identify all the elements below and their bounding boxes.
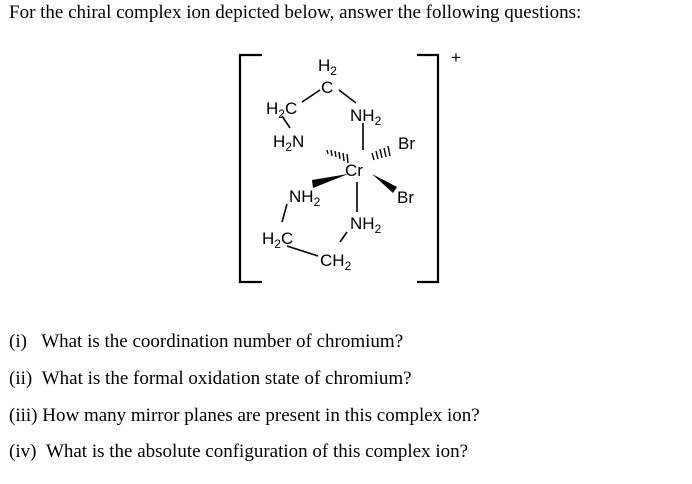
wedge-cr-nh2-left bbox=[312, 174, 348, 188]
question-text: How many mirror planes are present in this complex ion? bbox=[42, 405, 480, 426]
bond-ch2-nh2 bbox=[340, 232, 347, 242]
question-label: (iii) bbox=[9, 405, 38, 426]
question-label: (ii) bbox=[9, 368, 33, 389]
atom-h2n: $H_2N$ bbox=[273, 132, 305, 154]
question-item bbox=[9, 441, 468, 463]
question-text: What is the absolute configuration of this complex ion? bbox=[45, 441, 469, 462]
atom-cr: Cr bbox=[345, 161, 363, 180]
wedge-cr-br-lower bbox=[372, 174, 397, 193]
question-item bbox=[9, 405, 480, 427]
atom-nh2-lower: $NH_2$ bbox=[350, 214, 382, 236]
question-label: (iv) bbox=[9, 441, 37, 462]
bond-ctop-h2c bbox=[302, 90, 320, 102]
atom-ctop: C bbox=[321, 78, 334, 97]
atom-nh2-left: $NH_2$ bbox=[289, 187, 321, 209]
bond-nh2-h2c bbox=[282, 204, 287, 222]
question-label: (i) bbox=[9, 331, 27, 352]
atom-ch2-bottom: $CH_2$ bbox=[320, 251, 352, 273]
atom-ctop-h: $H_2$ bbox=[318, 56, 337, 78]
atom-br-upper: Br bbox=[398, 134, 415, 153]
question-text: What is the coordination number of chromium? bbox=[41, 331, 404, 352]
atom-h2c-lower: $H_2C$ bbox=[262, 229, 294, 251]
question-item bbox=[9, 368, 412, 390]
right-bracket bbox=[417, 55, 438, 282]
atom-h2c-upper: $H_2C$ bbox=[266, 99, 298, 121]
charge-label: + bbox=[451, 48, 461, 67]
bond-ctop-nh2 bbox=[339, 90, 356, 103]
question-text: What is the formal oxidation state of chromium? bbox=[41, 368, 412, 389]
atom-nh2-upper: $NH_2$ bbox=[350, 106, 382, 128]
intro-text: For the chiral complex ion depicted below, answer the following questions: bbox=[9, 2, 582, 23]
atom-br-lower: Br bbox=[397, 188, 414, 207]
left-bracket bbox=[240, 55, 262, 282]
question-item bbox=[9, 331, 403, 353]
